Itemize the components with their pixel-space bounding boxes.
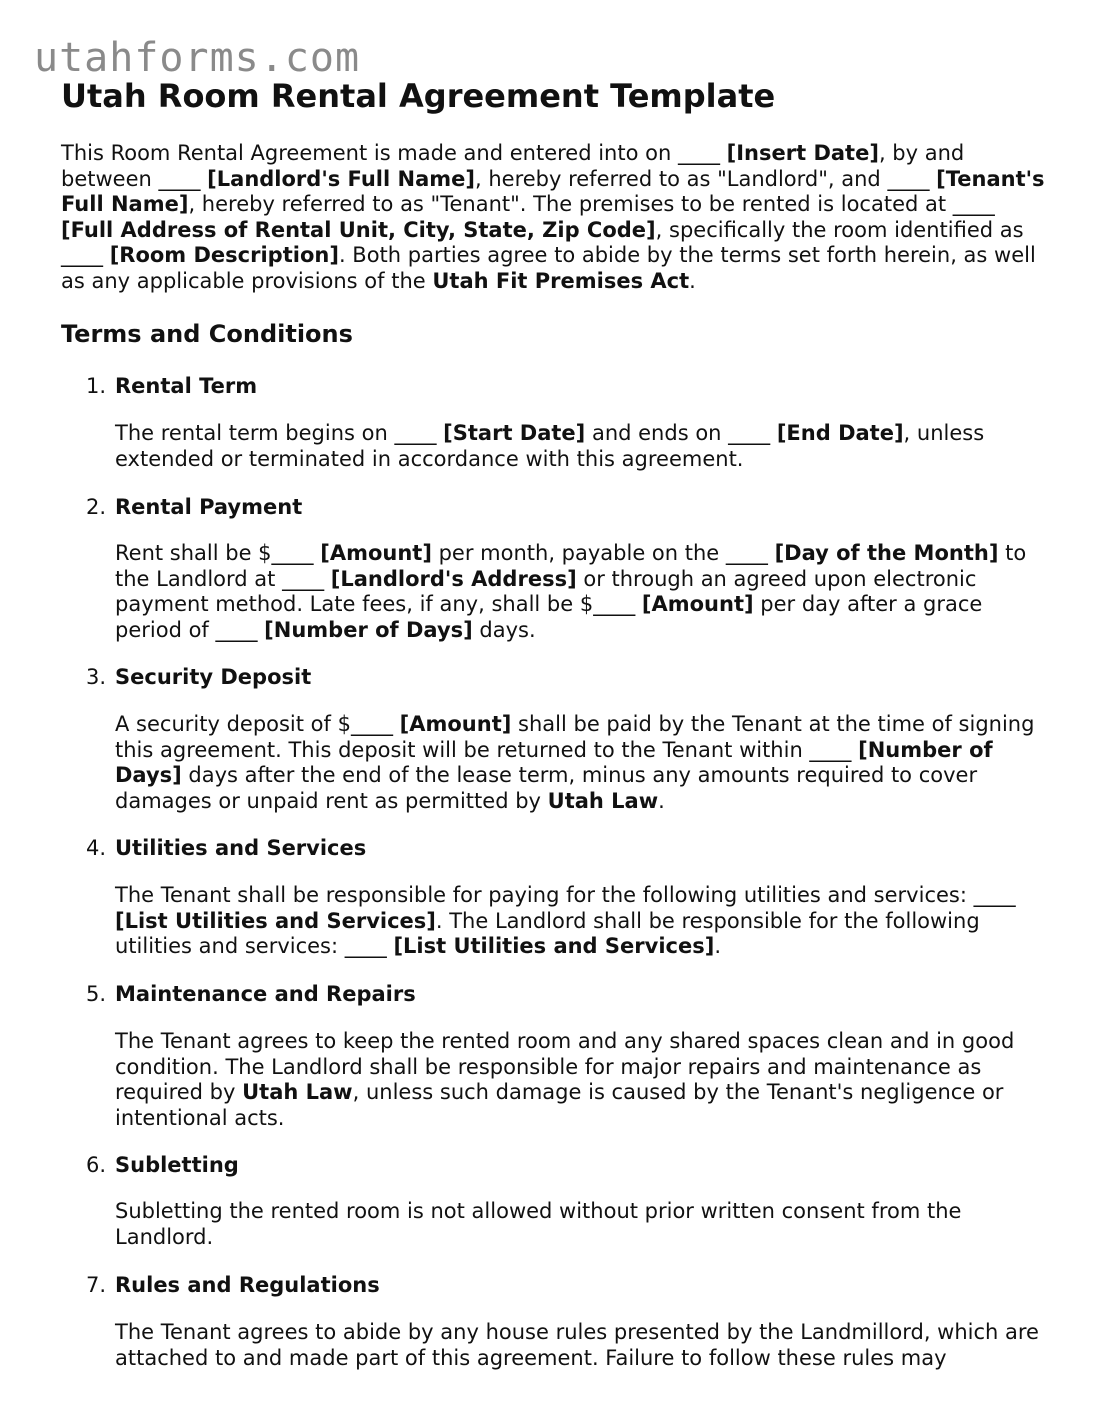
clause-title: Maintenance and Repairs (115, 982, 416, 1006)
clause-body: The Tenant agrees to keep the rented room and any shared spaces clean and in good condition. The Landlord shall be responsible for major repairs and maintenance as required by Utah Law, unless such damage is caused by the Tenant's negligence or intentional acts. (115, 1029, 1015, 1130)
clause-body: The Tenant agrees to abide by any house rules presented by the Landmillord, which are attached to and made part of this agreement. Failure to follow these rules may (115, 1320, 1039, 1370)
page-title: Utah Room Rental Agreement Template (61, 77, 776, 115)
clause-title: Rules and Regulations (115, 1273, 380, 1297)
intro-paragraph: This Room Rental Agreement is made and entered into on ____ [Insert Date], by and between ____ [Landlord's Full Name], hereby referred to as "Landlord", and ____ [Tenant's Full Name], hereby referred to as "Tenant". The premises to be rented is located at ____ [Full Address of Rental Unit, City, State, Zip Code], specifically the room identified as ____ [Room Description]. Both parties agree to abide by the terms set forth herein, as well as any applicable provisions of the Utah Fit Premises Act. (61, 141, 1045, 293)
clause-number: 7. (86, 1273, 107, 1297)
clause-body: The Tenant shall be responsible for paying for the following utilities and services: ____ [List Utilities and Services]. The Landlord shall be responsible for the following utilities and services: ____ [List Utilities and Services]. (115, 883, 1016, 959)
clause-number: 5. (86, 982, 107, 1006)
clause-number: 6. (86, 1153, 107, 1177)
clause-title: Subletting (115, 1153, 239, 1177)
clause-number: 2. (86, 495, 107, 519)
clause-body: Rent shall be $____ [Amount] per month, payable on the ____ [Day of the Month] to the Landlord at ____ [Landlord's Address] or through an agreed upon electronic payment method. Late fees, if any, shall be $____ [Amount] per day after a grace period of ____ [Number of Days] days. (115, 541, 1027, 642)
clause-title: Security Deposit (115, 665, 312, 689)
clause-body: Subletting the rented room is not allowed without prior written consent from the Landlord. (115, 1199, 962, 1249)
clause-title: Utilities and Services (115, 836, 367, 860)
clause-title: Rental Term (115, 374, 258, 398)
section-heading-terms: Terms and Conditions (61, 320, 353, 348)
clause-title: Rental Payment (115, 495, 303, 519)
clause-number: 3. (86, 665, 107, 689)
clause-number: 1. (86, 374, 107, 398)
site-watermark: utahforms.com (34, 35, 361, 81)
clause-body: The rental term begins on ____ [Start Date] and ends on ____ [End Date], unless extended or terminated in accordance with this agreement. (115, 421, 985, 471)
clause-body: A security deposit of $____ [Amount] shall be paid by the Tenant at the time of signing this agreement. This deposit will be returned to the Tenant within ____ [Number of Days] days after the end of the lease term, minus any amounts required to cover damages or unpaid rent as permitted by Utah Law. (115, 712, 1035, 813)
clause-number: 4. (86, 836, 107, 860)
